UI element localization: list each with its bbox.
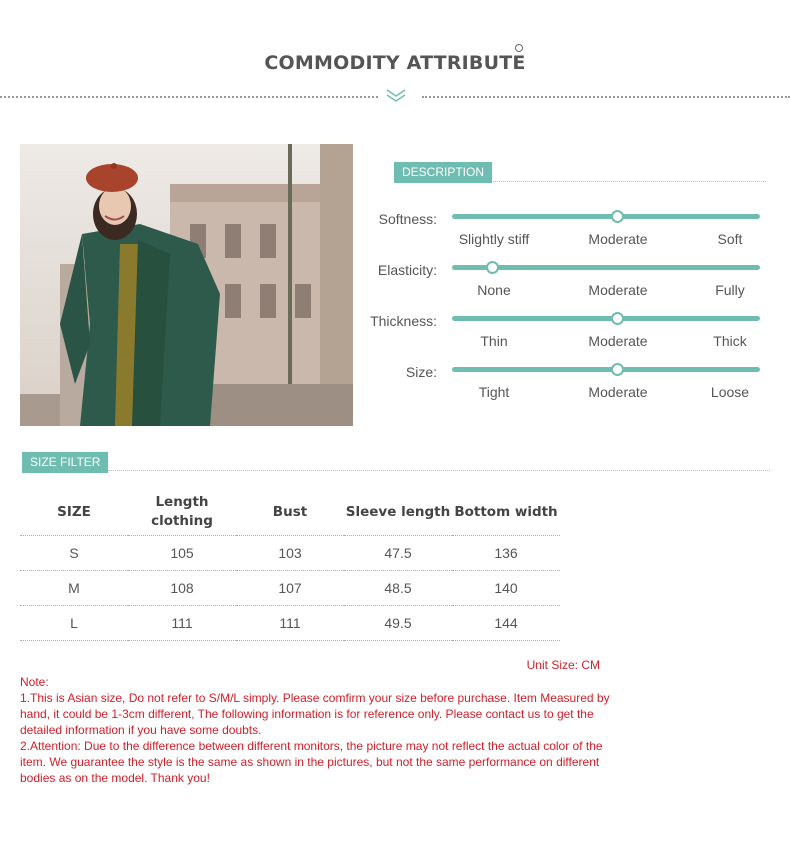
table-cell: 47.5 bbox=[344, 535, 452, 570]
thickness-option-mid: Moderate bbox=[588, 333, 648, 349]
table-cell: 108 bbox=[128, 570, 236, 605]
table-cell: 111 bbox=[128, 605, 236, 640]
divider-right bbox=[422, 96, 790, 98]
softness-option-mid: Moderate bbox=[588, 231, 648, 247]
note-line-2: 2.Attention: Due to the difference between different monitors, the picture may not reflect the actual color of the item. We guarantee the style is the same as shown in the pictures, but not the same performance on different bodies as on the model. Thank you! bbox=[20, 739, 603, 785]
table-cell: 49.5 bbox=[344, 605, 452, 640]
note-heading: Note: bbox=[20, 675, 49, 689]
size-table bbox=[20, 490, 560, 641]
header-bust: Bust bbox=[236, 490, 344, 535]
page-title: COMMODITY ATTRIBUTE bbox=[264, 52, 526, 74]
description-divider bbox=[493, 181, 766, 182]
double-chevron-down-icon bbox=[385, 88, 407, 104]
thickness-option-low: Thin bbox=[480, 333, 508, 349]
table-row bbox=[20, 605, 560, 640]
size-option-low: Tight bbox=[478, 384, 510, 400]
table-cell: S bbox=[20, 535, 128, 570]
table-cell: 111 bbox=[236, 605, 344, 640]
table-cell: 105 bbox=[128, 535, 236, 570]
elasticity-option-high: Fully bbox=[715, 282, 745, 298]
table-cell: 136 bbox=[452, 535, 560, 570]
elasticity-option-low: None bbox=[477, 282, 511, 298]
model-photo-illustration bbox=[20, 144, 353, 426]
table-cell: 103 bbox=[236, 535, 344, 570]
table-cell: 144 bbox=[452, 605, 560, 640]
softness-knob bbox=[611, 210, 624, 223]
table-row bbox=[20, 570, 560, 605]
size-option-mid: Moderate bbox=[588, 384, 648, 400]
softness-track bbox=[452, 214, 760, 219]
thickness-track bbox=[452, 316, 760, 321]
table-cell: 48.5 bbox=[344, 570, 452, 605]
thickness-knob bbox=[611, 312, 624, 325]
elasticity-label: Elasticity: bbox=[377, 262, 437, 278]
size-table-header-row bbox=[20, 490, 560, 535]
unit-size-label: Unit Size: CM bbox=[526, 658, 600, 672]
table-row bbox=[20, 535, 560, 570]
header-sleeve: Sleeve length bbox=[344, 490, 452, 535]
table-cell: 107 bbox=[236, 570, 344, 605]
divider-left bbox=[0, 96, 378, 98]
size-filter-badge: SIZE FILTER bbox=[22, 452, 108, 473]
size-option-high: Loose bbox=[710, 384, 750, 400]
size-label: Size: bbox=[405, 364, 437, 380]
size-knob bbox=[611, 363, 624, 376]
softness-label: Softness: bbox=[378, 211, 437, 227]
elasticity-knob bbox=[486, 261, 499, 274]
header-length: Length clothing bbox=[128, 490, 236, 535]
thickness-label: Thickness: bbox=[370, 313, 437, 329]
note-line-1: 1.This is Asian size, Do not refer to S/M/L simply. Please comfirm your size before purchase. Item Measured by hand, it could be 1-3cm different, The following information is for reference only. Please contact us to get the detailed information if you have some doubts. bbox=[20, 691, 610, 737]
product-photo bbox=[20, 144, 353, 426]
description-badge: DESCRIPTION bbox=[394, 162, 492, 183]
size-filter-divider bbox=[108, 470, 770, 471]
thickness-option-high: Thick bbox=[713, 333, 747, 349]
elasticity-option-mid: Moderate bbox=[588, 282, 648, 298]
note-block bbox=[20, 674, 610, 786]
softness-option-low: Slightly stiff bbox=[458, 231, 530, 247]
section-title-wrap bbox=[0, 52, 790, 74]
table-cell: L bbox=[20, 605, 128, 640]
table-cell: M bbox=[20, 570, 128, 605]
size-track bbox=[452, 367, 760, 372]
softness-option-high: Soft bbox=[717, 231, 743, 247]
degree-mark bbox=[515, 44, 523, 52]
header-bottom: Bottom width bbox=[452, 490, 560, 535]
header-size: SIZE bbox=[20, 490, 128, 535]
table-cell: 140 bbox=[452, 570, 560, 605]
